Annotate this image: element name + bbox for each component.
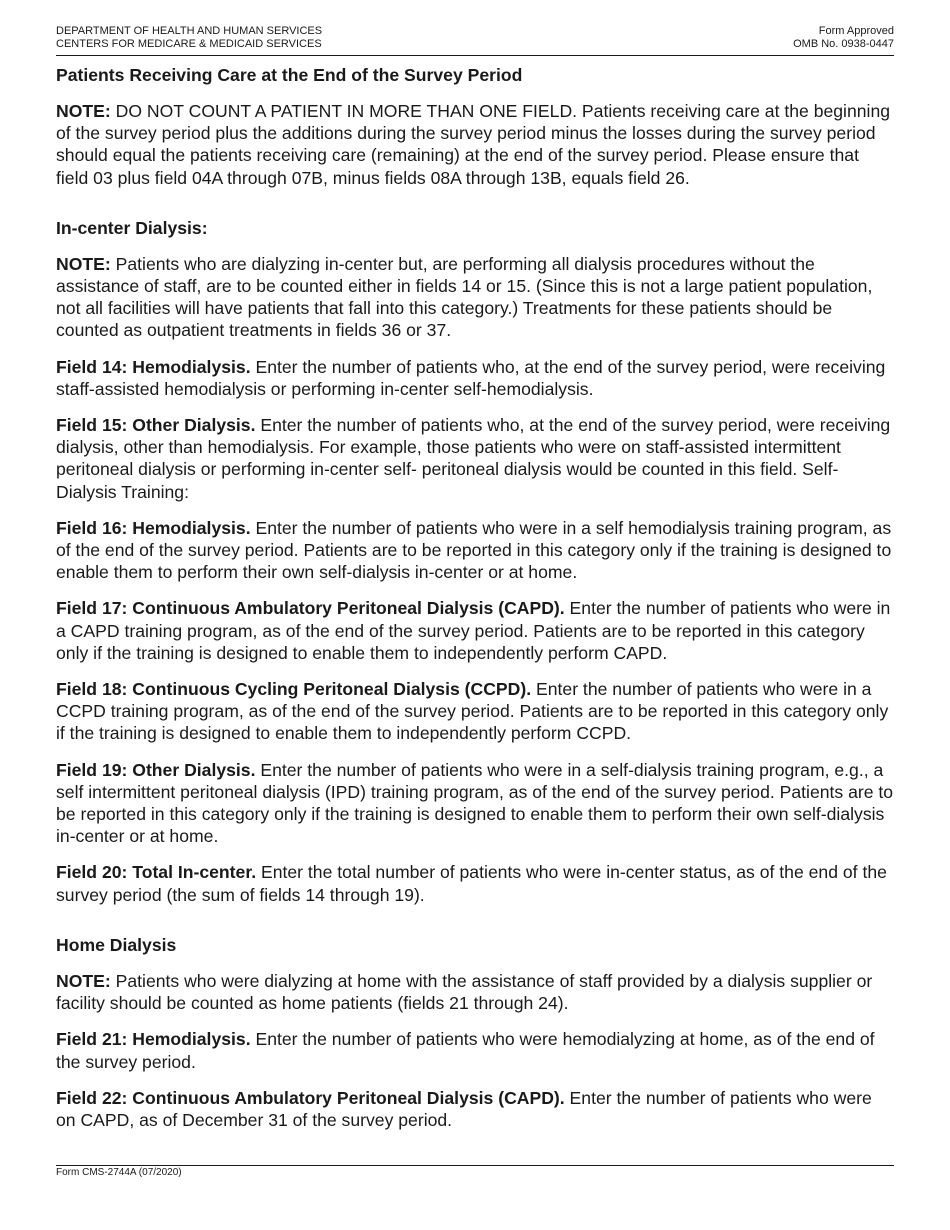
home-dialysis-heading: Home Dialysis (56, 934, 177, 955)
note-label: NOTE: (56, 253, 111, 274)
field-text: Enter the number of patients who, at the end of the survey period, were receiving dialysis, other than hemodialysis. For example, those patients who were on staff-assisted intermittent peritoneal dialysis or performing in-center self- peritoneal dialysis would be counted in this field. Self-Dialysis Training: (56, 415, 891, 502)
field-label: Field 19: Other Dialysis. (56, 759, 256, 780)
home-note (56, 970, 896, 1014)
field-label: Field 18: Continuous Cycling Peritoneal Dialysis (CCPD). (56, 679, 532, 700)
field-20-instruction (56, 861, 896, 905)
field-18-instruction (56, 678, 896, 745)
form-approved-label: Form Approved (818, 25, 894, 37)
field-label: Field 21: Hemodialysis. (56, 1029, 251, 1050)
in-center-heading: In-center Dialysis: (56, 217, 208, 238)
page-footer (56, 1165, 894, 1179)
note-label: NOTE: (56, 970, 111, 991)
note-text: Patients who were dialyzing at home with the assistance of staff provided by a dialysis supplier or facility should be counted as home patients (fields 21 through 24). (56, 970, 873, 1014)
form-id: Form CMS-2744A (07/2020) (56, 1167, 182, 1178)
agency-line-1: DEPARTMENT OF HEALTH AND HUMAN SERVICES (56, 25, 323, 37)
section-title: Patients Receiving Care at the End of the Survey Period (56, 65, 523, 85)
field-19-instruction (56, 759, 896, 848)
field-text: Enter the total number of patients who were in-center status, as of the end of the survey period (the sum of fields 14 through 19). (56, 862, 887, 905)
field-text: Enter the number of patients who were in a CAPD training program, as of the end of the survey period. Patients are to be reported in this category only if the training is designed to enable them to independently perform CAPD. (56, 598, 891, 663)
field-text: Enter the number of patients who were hemodialyzing at home, as of the end of the survey period. (56, 1029, 875, 1072)
field-label: Field 15: Other Dialysis. (56, 415, 256, 436)
field-15-instruction (56, 414, 896, 503)
field-text: Enter the number of patients who were in a self-dialysis training program, e.g., a self intermittent peritoneal dialysis (IPD) training program, as of the end of the survey period. Patients are to be reported in this category only if the training is designed to enable them to perform their own self-dialysis in-center or at home. (56, 759, 894, 847)
field-label: Field 22: Continuous Ambulatory Peritoneal Dialysis (CAPD). (56, 1087, 565, 1108)
field-16-instruction (56, 517, 896, 584)
field-text: Enter the number of patients who were in a self hemodialysis training program, as of the end of the survey period. Patients are to be reported in this category only if the training is designed to enable them to perform their own self-dialysis in-center or at home. (56, 517, 892, 583)
agency-line-2: CENTERS FOR MEDICARE & MEDICAID SERVICES (56, 38, 322, 50)
field-text: Enter the number of patients who were in a CCPD training program, as of the end of the survey period. Patients are to be reported in this category only if the training is designed to enable them to independently perform CCPD. (56, 679, 889, 744)
field-label: Field 14: Hemodialysis. (56, 356, 251, 377)
field-22-instruction (56, 1087, 896, 1131)
field-text: Enter the number of patients who were on CAPD, as of December 31 of the survey period. (56, 1087, 872, 1130)
omb-approval (793, 25, 894, 51)
instructions-body (56, 64, 896, 1145)
note-intro (56, 100, 896, 189)
agency-name (56, 25, 322, 51)
field-label: Field 16: Hemodialysis. (56, 517, 251, 538)
field-14-instruction (56, 356, 896, 400)
note-label: NOTE: (56, 101, 111, 121)
note-text: Patients who are dialyzing in-center but, are performing all dialysis procedures without the assistance of staff, are to be counted either in fields 14 or 15. (Since this is not a large patient population, not all facilities will have patients that fall into this category.) Treatments for these patients should be counted as outpatient treatments in fields 36 or 37. (56, 253, 873, 341)
field-label: Field 20: Total In-center. (56, 862, 257, 883)
in-center-note (56, 253, 896, 342)
field-label: Field 17: Continuous Ambulatory Peritoneal Dialysis (CAPD). (56, 598, 565, 619)
note-text: DO NOT COUNT A PATIENT IN MORE THAN ONE FIELD. Patients receiving care at the beginning of the survey period plus the additions during the survey period minus the losses during the survey period should equal the patients receiving care (remaining) at the end of the survey period. Please ensure that field 03 plus field 04A through 07B, minus fields 08A through 13B, equals field 26. (56, 101, 891, 188)
field-17-instruction (56, 597, 896, 664)
page-header (56, 25, 894, 56)
form-page (56, 0, 894, 1230)
field-21-instruction (56, 1028, 896, 1072)
omb-number: OMB No. 0938-0447 (793, 38, 894, 50)
field-text: Enter the number of patients who, at the end of the survey period, were receiving staff-assisted hemodialysis or performing in-center self-hemodialysis. (56, 356, 886, 399)
